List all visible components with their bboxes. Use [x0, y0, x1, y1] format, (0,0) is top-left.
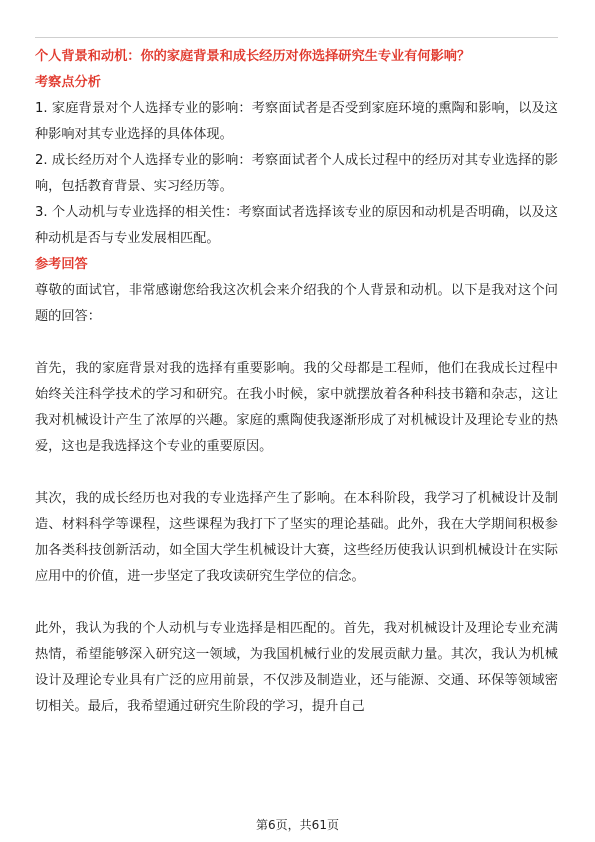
analysis-point: 2. 成长经历对个人选择专业的影响：考察面试者个人成长过程中的经历对其专业选择的影响，包括教育背景、实习经历等。	[35, 153, 558, 194]
analysis-point: 1. 家庭背景对个人选择专业的影响：考察面试者是否受到家庭环境的熏陶和影响，以及这种影响对其专业选择的具体体现。	[35, 101, 558, 142]
answer-paragraph: 此外，我认为我的个人动机与专业选择是相匹配的。首先，我对机械设计及理论专业充满热情，希望能够深入研究这一领域，为我国机械行业的发展贡献力量。其次，我认为机械设计及理论专业具有广泛的应用前景，不仅涉及制造业，还与能源、交通、环保等领域密切相关。最后，我希望通过研究生阶段的学习，提升自己	[35, 621, 558, 714]
answer-paragraph: 其次，我的成长经历也对我的专业选择产生了影响。在本科阶段，我学习了机械设计及制造、材料科学等课程，这些课程为我打下了坚实的理论基础。此外，我在大学期间积极参加各类科技创新活动，如全国大学生机械设计大赛，这些经历使我认识到机械设计在实际应用中的价值，进一步坚定了我攻读研究生学位的信念。	[35, 491, 558, 584]
header-rule	[35, 37, 558, 38]
answer-paragraph: 首先，我的家庭背景对我的选择有重要影响。我的父母都是工程师，他们在我成长过程中始终关注科学技术的学习和研究。在我小时候，家中就摆放着各种科技书籍和杂志，这让我对机械设计产生了浓厚的兴趣。家庭的熏陶使我逐渐形成了对机械设计及理论专业的热爱，这也是我选择这个专业的重要原因。	[35, 361, 558, 454]
question-title: 个人背景和动机：你的家庭背景和成长经历对你选择研究生专业有何影响？	[35, 49, 471, 64]
paragraph-spacer	[35, 460, 558, 486]
answer-heading: 参考回答	[35, 257, 88, 272]
analysis-heading: 考察点分析	[35, 75, 101, 90]
page-content	[35, 44, 558, 720]
analysis-point: 3. 个人动机与专业选择的相关性：考察面试者选择该专业的原因和动机是否明确，以及这种动机是否与专业发展相匹配。	[35, 205, 558, 246]
answer-paragraph: 尊敬的面试官，非常感谢您给我这次机会来介绍我的个人背景和动机。以下是我对这个问题的回答：	[35, 283, 558, 324]
page-number: 第6页，共61页	[256, 818, 339, 832]
paragraph-spacer	[35, 590, 558, 616]
paragraph-spacer	[35, 330, 558, 356]
